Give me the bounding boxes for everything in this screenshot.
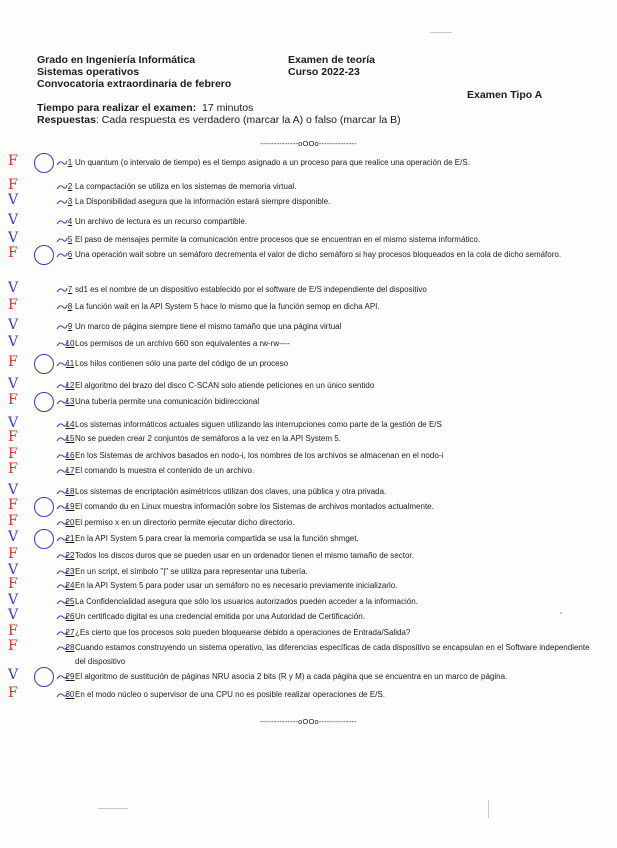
question-number: 20 (65, 518, 75, 527)
question-text: El comando ls muestra el contenido de un archivo. (75, 466, 255, 475)
answer-mark: F (8, 546, 18, 562)
answer-mark: V (8, 482, 19, 498)
question-text: Los hilos contienen sólo una parte del código de un proceso (75, 359, 289, 368)
exam-kind: Examen de teoría (288, 54, 375, 66)
question-number: 6 (67, 250, 73, 259)
question-number: 8 (67, 302, 73, 311)
question-text: La compactación se utiliza en los sistemas de memoria virtual. (75, 182, 297, 191)
handwritten-circle-icon (34, 392, 54, 412)
handwritten-circle-icon (34, 153, 54, 173)
question-text: En los Sistemas de archivos basados en nodo-i, los nombres de los archivos se almacenan en el nodo-i (75, 451, 444, 460)
question-text: Los sistemas informáticos actuales siguen utilizando las interrupciones como parte de la gestión de E/S (75, 420, 442, 429)
question-text: Un archivo de lectura es un recurso compartible. (75, 217, 248, 226)
handwritten-circle-icon (34, 667, 54, 687)
question-text: El algoritmo de sustitución de páginas NRU asocia 2 bits (R y M) a cada página que se encuentra en un marco de página. (75, 672, 508, 681)
question-number: 29 (65, 672, 75, 681)
answers-line (37, 114, 401, 126)
handwritten-circle-icon (34, 245, 54, 265)
question-number: 16 (65, 451, 75, 460)
answer-mark: V (8, 376, 19, 392)
question-text: La Disponibilidad asegura que la información estará siempre disponible. (75, 197, 331, 206)
answer-mark: V (8, 415, 19, 431)
scan-speck (98, 808, 128, 809)
question-text: sd1 es el nombre de un dispositivo establecido por el software de E/S independiente del dispositivo (75, 285, 427, 294)
question-number: 24 (65, 581, 75, 590)
question-number: 9 (67, 322, 73, 331)
answer-mark: V (8, 230, 19, 246)
course-subject: Sistemas operativos (37, 66, 140, 78)
exam-session: Convocatoria extraordinaria de febrero (37, 78, 232, 90)
question-text: En un script, el símbolo "|" se utiliza para representar una tubería. (75, 567, 308, 576)
handwritten-circle-icon (34, 354, 54, 374)
question-text: En la API System 5 para crear la memoria compartida se usa la función shmget. (75, 534, 359, 543)
question-number: 4 (67, 217, 73, 226)
answer-mark: V (8, 562, 19, 578)
question-number: 17 (65, 466, 75, 475)
question-number: 21 (65, 534, 75, 543)
answer-mark: V (8, 334, 19, 350)
question-number: 2 (67, 182, 73, 191)
question-number: 30 (65, 690, 75, 699)
question-number: 19 (65, 502, 75, 511)
question-text: Un certificado digital es una credencial emitida por una Autoridad de Certificación. (75, 612, 365, 621)
question-text: Un marco de página siempre tiene el mismo tamaño que una página virtual (75, 322, 342, 331)
answer-mark: F (8, 177, 18, 193)
handwritten-circle-icon (34, 497, 54, 517)
question-text: En la API System 5 para poder usar un semáforo no es necesario previamente inicializarlo. (75, 581, 398, 590)
answer-mark: F (8, 354, 18, 370)
answer-mark: F (8, 392, 18, 408)
question-text: Los permisos de un archivo 660 son equivalentes a rw-rw---- (75, 339, 290, 348)
answer-mark: F (8, 461, 18, 477)
handwritten-circle-icon (34, 529, 54, 549)
question-number: 1 (67, 158, 73, 167)
separator-top: --------------oOOo-------------- (260, 139, 357, 148)
answer-mark: V (8, 607, 19, 623)
answer-mark: V (8, 212, 19, 228)
answers-text: : Cada respuesta es verdadero (marcar la A) o falso (marcar la B) (95, 114, 401, 126)
question-text: Cuando estamos construyendo un sistema operativo, las diferencias específicas de cada dispositivo se encapsulan en el Software independiente del dispositivo (75, 643, 590, 666)
question-number: 22 (65, 551, 75, 560)
question-text: El permiso x en un directorio permite ejecutar dicho directorio. (75, 518, 295, 527)
question-number: 11 (65, 359, 75, 368)
answer-mark: V (8, 592, 19, 608)
time-line (37, 102, 253, 114)
answer-mark: F (8, 623, 18, 639)
question-number: 3 (67, 197, 73, 206)
answer-mark: V (8, 667, 19, 683)
question-number: 10 (65, 339, 75, 348)
scan-speck (488, 800, 489, 818)
degree-title: Grado en Ingeniería Informática (37, 54, 196, 66)
answer-mark: F (8, 297, 18, 313)
question-number: 5 (67, 235, 73, 244)
answer-mark: F (8, 685, 18, 701)
answer-mark: F (8, 245, 18, 261)
time-label: Tiempo para realizar el examen: (37, 102, 197, 114)
scan-speck (560, 612, 562, 614)
question-number: 13 (65, 397, 75, 406)
answer-mark: F (8, 153, 18, 169)
answer-mark: V (8, 192, 19, 208)
time-value: 17 minutos (201, 102, 254, 114)
question-number: 28 (65, 643, 75, 652)
question-number: 18 (65, 487, 75, 496)
separator-bottom: --------------oOOo-------------- (260, 717, 357, 726)
question-number: 26 (65, 612, 75, 621)
answer-mark: V (8, 317, 19, 333)
academic-year: Curso 2022-23 (288, 66, 360, 78)
answer-mark: V (8, 529, 19, 545)
question-text: Todos los discos duros que se pueden usar en un ordenador tienen el mismo tamaño de sector. (75, 551, 414, 560)
question-text: En el modo núcleo o supervisor de una CPU no es posible realizar operaciones de E/S. (75, 690, 385, 699)
answer-mark: F (8, 576, 18, 592)
answer-mark: F (8, 429, 18, 445)
scan-speck (430, 32, 452, 33)
answer-mark: F (8, 497, 18, 513)
question-text: El comando du en Linux muestra información sobre los Sistemas de archivos montados actualmente. (75, 502, 434, 511)
question-text: El algoritmo del brazo del disco C-SCAN solo atiende peticiones en un único sentido (75, 381, 375, 390)
answer-mark: F (8, 638, 18, 654)
answers-label: Respuestas (37, 114, 96, 126)
question-text: Un quantum (o intervalo de tiempo) es el tiempo asignado a un proceso para que realice una operación de E/S. (75, 158, 470, 167)
question-number: 12 (65, 381, 75, 390)
answer-mark: F (8, 513, 18, 529)
question-number: 15 (65, 434, 75, 443)
question-number: 27 (65, 628, 75, 637)
question-number: 14 (65, 420, 75, 429)
question-text: La Confidencialidad asegura que sólo los usuarios autorizados pueden acceder a la información. (75, 597, 418, 606)
answer-mark: F (8, 446, 18, 462)
exam-type: Examen Tipo A (467, 89, 543, 101)
answer-mark: V (8, 280, 19, 296)
question-text: Una tubería permite una comunicación bidireccional (75, 397, 260, 406)
question-text: Los sistemas de encriptación asimétricos utilizan dos claves, una pública y otra privada. (75, 487, 387, 496)
question-text: Una operación wait sobre un semáforo decrementa el valor de dicho semáforo si hay procesos bloqueados en la cola de dicho semáforo. (75, 250, 562, 259)
question-text: ¿Es cierto que los procesos solo pueden bloquearse debido a operaciones de Entrada/Salida? (75, 628, 411, 637)
question-text: El paso de mensajes permite la comunicación entre procesos que se encuentran en el mismo sistema informático. (75, 235, 481, 244)
question-number: 23 (65, 567, 75, 576)
question-number: 25 (65, 597, 75, 606)
question-number: 7 (67, 285, 73, 294)
question-text: La función wait en la API System 5 hace lo mismo que la función semop en dicha API. (75, 302, 380, 311)
question-text: No se pueden crear 2 conjuntos de semáforos a la vez en la API System 5. (75, 434, 341, 443)
